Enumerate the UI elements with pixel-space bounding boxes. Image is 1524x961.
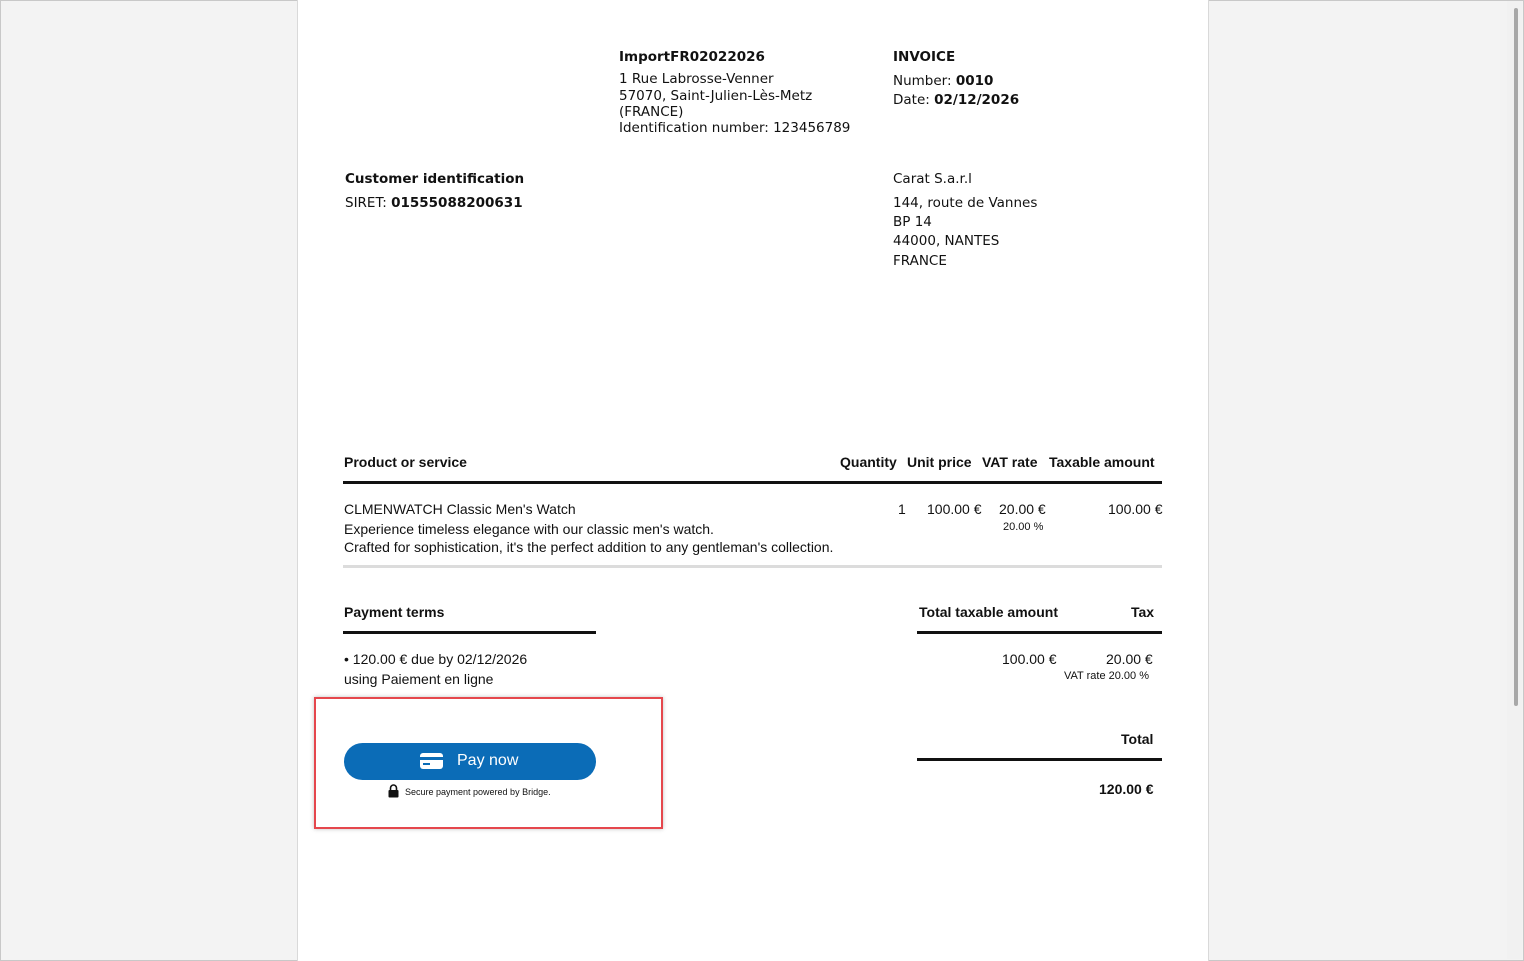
siret-label: SIRET: (345, 195, 392, 211)
seller-name: ImportFR02022026 (619, 49, 765, 65)
item-unit-price: 100.00 € (927, 501, 982, 517)
total-taxable-value: 100.00 € (1002, 651, 1057, 667)
payment-terms-line1: • 120.00 € due by 02/12/2026 (344, 651, 528, 667)
item-taxable-amount: 100.00 € (1108, 501, 1163, 517)
payment-terms-heading: Payment terms (344, 604, 445, 620)
seller-identification: Identification number: 123456789 (619, 120, 851, 136)
tax-header: Tax (1131, 604, 1155, 620)
header-vat-rate: VAT rate (982, 454, 1038, 470)
item-description-line2: Crafted for sophistication, it's the perfect addition to any gentleman's collection. (344, 539, 834, 555)
invoice-number-value: 0010 (955, 73, 994, 89)
pay-now-label: Pay now (457, 752, 519, 769)
item-quantity: 1 (898, 501, 906, 517)
invoice-date (893, 92, 1019, 109)
total-header: Total (1121, 731, 1154, 747)
invoice-title: INVOICE (893, 49, 956, 65)
seller-address-line1: 1 Rue Labrosse-Venner (619, 71, 774, 87)
invoice-number (893, 73, 993, 90)
seller-address-line3: (FRANCE) (619, 104, 684, 120)
total-rule (917, 758, 1162, 761)
customer-name: Carat S.a.r.l (893, 171, 972, 187)
table-end-rule (343, 565, 1162, 568)
item-vat-amount: 20.00 € (999, 501, 1046, 517)
header-unit-price: Unit price (907, 454, 972, 470)
tax-vat-note: VAT rate 20.00 % (1064, 670, 1149, 682)
customer-address-line1: 144, route de Vannes (893, 195, 1038, 211)
siret-value: 01555088200631 (391, 195, 523, 211)
totals-header-rule (917, 631, 1162, 634)
table-header-rule (343, 481, 1162, 484)
header-taxable-amount: Taxable amount (1049, 454, 1155, 470)
header-quantity: Quantity (840, 454, 897, 470)
invoice-date-value: 02/12/2026 (934, 92, 1020, 108)
total-value: 120.00 € (1099, 781, 1154, 797)
payment-terms-rule (343, 631, 596, 634)
invoice-number-label: Number: (893, 73, 956, 89)
customer-address-line2: BP 14 (893, 214, 932, 230)
customer-address-line3: 44000, NANTES (893, 233, 1000, 249)
tax-value: 20.00 € (1106, 651, 1153, 667)
item-name: CLMENWATCH Classic Men's Watch (344, 501, 576, 517)
seller-address-line2: 57070, Saint-Julien-Lès-Metz (619, 88, 813, 104)
item-description-line1: Experience timeless elegance with our classic men's watch. (344, 521, 714, 537)
payment-terms-line2: using Paiement en ligne (344, 671, 494, 687)
pay-section-highlight (314, 697, 663, 829)
customer-siret (345, 195, 523, 212)
total-taxable-header: Total taxable amount (919, 604, 1058, 620)
customer-address-line4: FRANCE (893, 253, 947, 269)
customer-ident-heading: Customer identification (345, 171, 525, 187)
invoice-date-label: Date: (893, 92, 935, 108)
secure-payment-note: Secure payment powered by Bridge. (405, 787, 551, 797)
scrollbar-thumb[interactable] (1514, 8, 1518, 706)
header-product: Product or service (344, 454, 467, 470)
item-vat-rate: 20.00 % (1003, 521, 1044, 533)
